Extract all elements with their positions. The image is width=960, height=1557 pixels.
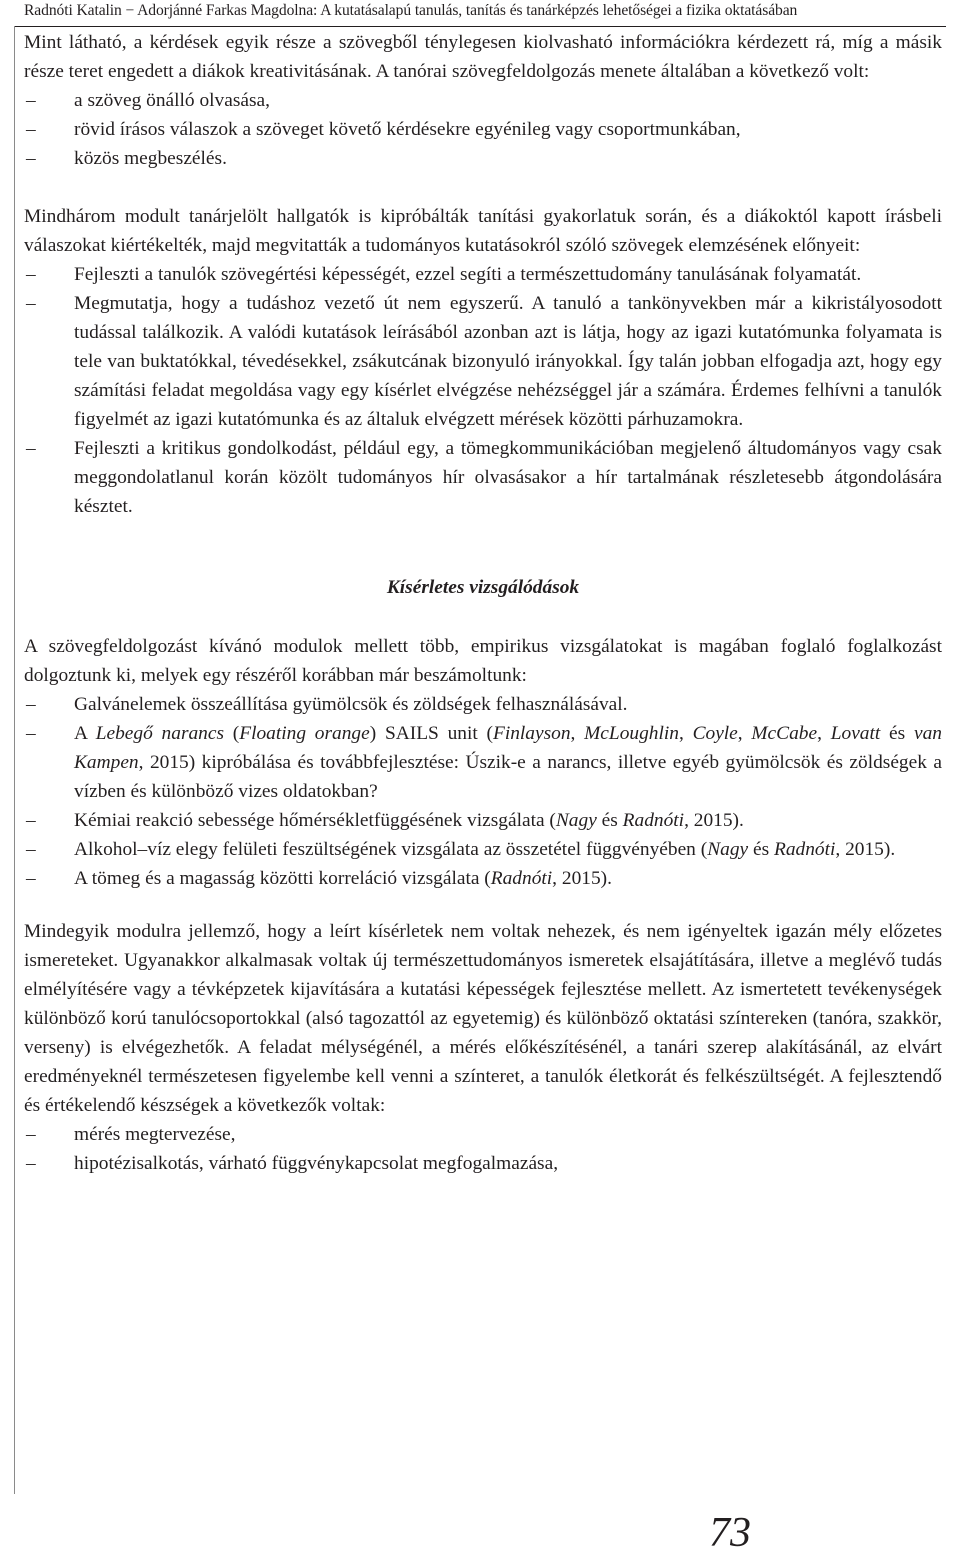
paragraph-reading-tasks: Mint látható, a kérdések egyik része a szövegből ténylegesen kiolvasható információkra kérdezett rá, míg a másik része teret engedett a diákok kreativitásának. A tanórai szövegfeldolgozás menete általában a következő volt: — [24, 32, 942, 82]
citation-run: Lovatt — [830, 723, 881, 744]
page-number: 73 — [709, 1510, 751, 1556]
citation-run: Radnóti — [773, 839, 836, 860]
citation-run: Nagy — [555, 810, 597, 831]
list-item: – Fejleszti a tanulók szövegértési képességét, ezzel segíti a természettudomány tanulásának folyamatát. — [24, 260, 942, 289]
list-item — [24, 806, 942, 835]
citation-run: Coyle — [692, 723, 738, 744]
citation-run: Radnóti — [490, 868, 553, 889]
citation-run: Nagy — [707, 839, 749, 860]
text-run: , — [817, 723, 831, 744]
text-run: A — [74, 723, 96, 744]
text-run: , 2015). — [835, 839, 896, 860]
citation-run: Floating orange — [239, 723, 370, 744]
running-head: Radnóti Katalin − Adorjánné Farkas Magdolna: A kutatásalapú tanulás, tanítás és tanárképzés lehetőségei a fizika oktatásában — [24, 2, 798, 19]
text-run: Kémiai reakció sebessége hőmérsékletfüggésének vizsgálata ( — [74, 810, 556, 831]
list-item: – mérés megtervezése, — [24, 1120, 942, 1149]
paragraph-module-characteristics: Mindegyik modulra jellemző, hogy a leírt kísérletek nem voltak nehezek, és nem igényeltek igazán mély előzetes ismereteket. Ugyanakkor alkalmasak voltak új természettudományos ismeretek elsajátítására, illetve a meglévő tudás elmélyítésére vagy a tévképzetek kijavítására a kutatási képességek fejlesztése mellett. Az ismertetett tevékenységek különböző korú tanulócsoportokkal (alsó tagozattól az egyetemig) és különböző oktatási színtereken (tanóra, szakkör, verseny) is elvégezhetők. A feladat mélységénél, a mérés előkészítésénél, a tanári szerep alakításánál, az elvárt eredményeknél természetesen figyelembe kell venni a színteret, a tanulók életkorát és felkészültségét. A fejlesztendő és értékelendő készségek a következők voltak: — [24, 921, 942, 1116]
citation-run: Lebegő narancs — [95, 723, 225, 744]
text-run: A tömeg és a magasság közötti korreláció vizsgálata ( — [74, 868, 491, 889]
list-item: – Megmutatja, hogy a tudáshoz vezető út nem egyszerű. A tanuló a tankönyvekben már a kikristályosodott tudással találkozik. A valódi kutatások leírásából azonban azt is látja, hogy az igazi kutatómunka folyamata is tele van buktatókkal, tévedésekkel, zsákutcának bizonyuló irányokkal. Így talán jobban elfogadja azt, hogy egy számítási feladat megoldása vagy egy kísérlet elvégzése nehézséggel jár a számára. Érdemes felhívni a tanulók figyelmét az igazi kutatómunka és az általuk elvégzett mérések közötti párhuzamokra. — [24, 289, 942, 434]
text-run: és — [880, 723, 914, 744]
citation-run: McLoughlin — [584, 723, 679, 744]
text-run: , 2015) kipróbálása és továbbfejlesztése: Úszik-e a narancs, illetve egyéb gyümölcsök és zöldségek a vízben és különböző vizes oldatokban? — [74, 752, 942, 802]
text-run: , 2015). — [552, 868, 612, 889]
section-heading: Kísérletes vizsgálódások — [386, 577, 580, 598]
list-item: – rövid írásos válaszok a szöveget követő kérdésekre egyénileg vagy csoportmunkában, — [24, 115, 942, 144]
paragraph-module-trial: Mindhárom modult tanárjelölt hallgatók is kipróbálták tanítási gyakorlatuk során, és a diákoktól kapott írásbeli válaszokat kiértékelték, majd megvitatták a tudományos kutatásokról szóló szövegek elemzésének előnyeit: — [24, 206, 942, 256]
text-run: ( — [224, 723, 240, 744]
list-item: – Galvánelemek összeállítása gyümölcsök és zöldségek felhasználásával. — [24, 690, 942, 719]
list-item: – hipotézisalkotás, várható függvénykapcsolat megfogalmazása, — [24, 1149, 942, 1178]
list-item — [24, 835, 942, 864]
text-run: , — [737, 723, 752, 744]
list-item — [24, 719, 942, 806]
text-run: és — [748, 839, 774, 860]
list-text-processing-steps — [24, 86, 942, 173]
paragraph-experiments-intro: A szövegfeldolgozást kívánó modulok mellett több, empirikus vizsgálatokat is magában foglaló foglalkozást dolgoztunk ki, melyek egy részéről korábban már beszámoltunk: — [24, 636, 942, 686]
list-item: – a szöveg önálló olvasása, — [24, 86, 942, 115]
citation-run: Radnóti — [622, 810, 685, 831]
text-run: ) SAILS unit ( — [369, 723, 493, 744]
text-run: és — [596, 810, 623, 831]
citation-run: Finlayson — [492, 723, 571, 744]
text-run: , — [678, 723, 693, 744]
text-run: , — [570, 723, 585, 744]
list-advantages — [24, 260, 942, 521]
header-rule — [14, 26, 946, 27]
list-item: – Fejleszti a kritikus gondolkodást, például egy, a tömegkommunikációban megjelenő áltudományos vagy csak meggondolatlanul korán közölt tudományos hír olvasásakor a hír tartalmának részletesebb átgondolására késztet. — [24, 434, 942, 521]
text-run: , 2015). — [684, 810, 744, 831]
list-item: – közös megbeszélés. — [24, 144, 942, 173]
page-body — [24, 28, 942, 1178]
citation-run: van Kampen — [74, 723, 942, 773]
list-skills — [24, 1120, 942, 1178]
list-item — [24, 864, 942, 893]
text-run: Alkohol–víz elegy felületi feszültségének vizsgálata az összetétel függvényében ( — [74, 839, 708, 860]
citation-run: McCabe — [751, 723, 818, 744]
margin-rule — [14, 26, 15, 1494]
list-experiments — [24, 690, 942, 893]
